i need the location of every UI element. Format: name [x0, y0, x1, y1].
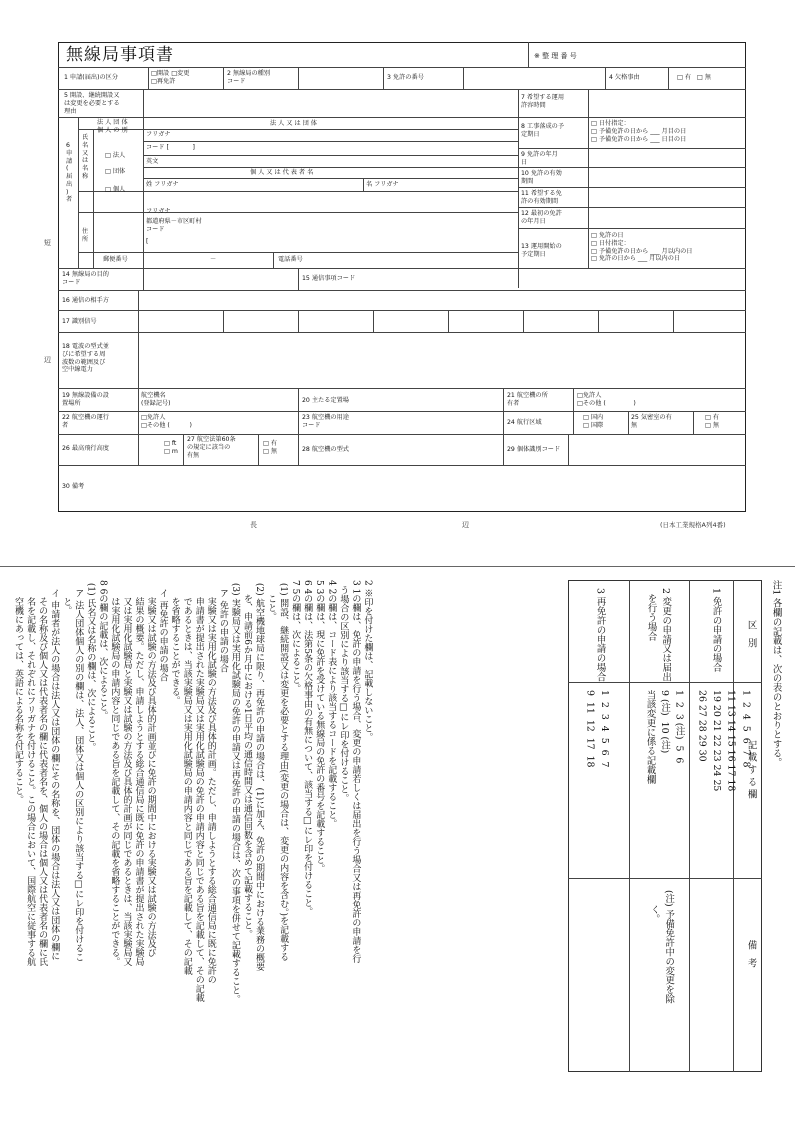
field-29-label: 29 個体識別コード: [507, 446, 561, 453]
rule: [523, 310, 524, 332]
row1-kind: 1 免許の申請の場合: [710, 588, 722, 673]
field-10-label: 10 免許の有効 期間: [521, 170, 562, 185]
field-24-options[interactable]: □ 国内 □ 国際: [583, 414, 604, 429]
rule: [528, 42, 529, 67]
rule: [143, 141, 518, 142]
rule: [223, 310, 224, 332]
rule: [383, 67, 384, 89]
rule: [58, 89, 746, 90]
rule: [78, 117, 79, 268]
field-9-label: 9 免許の年月 日: [521, 151, 558, 166]
rule: [668, 67, 669, 89]
field-18-label: 18 電波の型式並 びに希望する周 波数の範囲及び 空中線電力: [62, 343, 109, 374]
field-25-label: 25 気密室の有 無: [631, 414, 672, 429]
field-26-options[interactable]: □ ft □ m: [164, 440, 178, 455]
field-8-options[interactable]: □ 日付指定： □ 予備免許の日から ___ 月目の日 □ 予備免許の日から ___ 日目の日: [591, 120, 687, 143]
rule: [733, 580, 734, 1072]
field-23-label: 23 航空機の用途 コード: [302, 414, 349, 429]
rule: [78, 129, 518, 130]
type-label: 法 人 団 体 個 人 の 別: [97, 119, 128, 134]
rule: [463, 67, 464, 89]
field-30-label: 30 備考: [62, 483, 85, 490]
rule: [258, 434, 259, 465]
given-name-furigana-label: 名 フリガナ: [366, 181, 399, 188]
row2-remarks: (注) 予備免許中の変更を除 く。: [648, 890, 675, 1004]
rule: [588, 89, 589, 268]
field-1-label: 1 申請(届出)の区分: [64, 74, 119, 81]
rule: [78, 212, 518, 213]
field-1-options[interactable]: □開設 □変更 □再免許: [151, 70, 190, 85]
rule: [518, 187, 746, 188]
rule: [373, 310, 374, 332]
rule: [363, 178, 364, 191]
field-28-label: 28 航空機の型式: [302, 446, 349, 453]
rule: [503, 388, 504, 465]
table-header-remarks: 備 考: [745, 940, 757, 968]
field-19-aircraft-label: 航空機名 (登録記号): [141, 392, 171, 407]
field-16-label: 16 通信の相手方: [62, 297, 109, 304]
field-4-options[interactable]: □ 有 □ 無: [677, 74, 711, 81]
row2-fill: 1 2 3 (注) 5 6 9 (注) 10 (注) 当該変更に係る記載欄: [644, 690, 685, 784]
rule: [628, 411, 629, 434]
individual-checkbox[interactable]: □ 個人: [105, 186, 126, 193]
prefecture-code-label: 都道府県－市区町村 コード: [146, 218, 202, 233]
field-13-label: 13 運用開始の 予定期日: [521, 243, 562, 258]
field-22-options[interactable]: □免許人 □その他 ( ): [141, 414, 192, 429]
notes-body: 2 ※印を付けた欄は、記載しないこと。 3 1の欄は、免許の申請を行う場合、変更の申請若しくは届出を行う場合又は再免許の申請を行 う場合の区別により該当する□にレ印を付けること。 4 2の欄は、コード表により該当するコードを記載すること。 5 3の欄は、現に免許を受けている無線局の免許の番号を記載すること。 6 4の欄は、法第5条の欠格事由の有無について、該当する□にレ印を付けること。 7 5の欄は、次によること。 (1) 開設、継続開設又は変更を必要とする理由(変更の場合は、変更の内容を含む。)を記載する こと。 (2) 航空機地球局に限り、再免許の申請の場合は、(1)に加え、免許の期間中における業務の概要 を、申請前6か月中における1日平均の通信時間又は通信回数を含めて記載すること。 (3) 実験局又は実用化試験局の免許の申請又は再免許の申請の場合は、次の事項を併せて記載すること。 ア 免許の申請の場合 実験又は実用化試験の方法及び具体的計画。ただし、申請しようとする総合通信局に既に免許の 申請書が提出された実験局又は実用化試験局の免許の申請内容と同じである旨を記載して、その記載 であるときは、当該実験局又は実用化試験局の申請内容と同じである旨を記載して、その記載 を省略することができる。 イ 再免許の申請の場合 実験又は試験の方法及び具体的計画並びに免許の期間中における実験又は試験の方法及び 結果の概要。ただし、申請しようとする総合通信局に既に免許の申請書が提出された実験局 又は実用化試験局と実験又は試験の方法及び具体的計画が同じであるときは、当該実験局又 は実用化試験局の申請内容と同じである旨を記載して、その記載を省略することができる。 8 6の欄の記載は、次によること。 (1) 氏名又は名称の欄は、次によること。 ア 法人団体個人の別の欄は、法人、団体又は個人の区別により該当する□にレ印を付けるこ と。 イ 申請者が法人の場合は法人又は団体の欄にその名称を、団体の場合は法人又は団体の欄に その名称及び個人又は代表者名の欄に代表者名を、個人の場合は個人又は代表者名の欄に氏 名を記載し、それぞれにフリガナを付けること。この場合において、国際航空に従事する航 空機にあっては、英語による名称を付記すること。: [13, 580, 373, 1004]
group-checkbox[interactable]: □ 団体: [105, 168, 126, 175]
application-form: [58, 42, 746, 512]
field-11-label: 11 希望する免 許の有効期間: [521, 190, 562, 205]
rule: [273, 252, 274, 268]
rule: [143, 178, 518, 179]
field-20-label: 20 主たる定置場: [302, 397, 349, 404]
table-header-kind: 区 別: [745, 620, 757, 648]
rule: [573, 388, 574, 434]
rule: [58, 332, 746, 333]
field-3-label: 3 免許の番号: [387, 74, 424, 81]
row3-kind: 3 再免許の申請の場合: [594, 588, 606, 682]
rule: [143, 167, 518, 168]
rule: [518, 228, 746, 229]
rule: [143, 89, 144, 290]
jis-standard-label: (日本工業規格A列4番): [660, 521, 726, 529]
rule: [148, 67, 149, 89]
field-6-name-label: 氏 名 又 は 名 称: [82, 134, 89, 180]
field-6-label: 6 申 請 ( 届 出 ) 者: [66, 142, 73, 204]
phone-label: 電話番号: [278, 256, 303, 263]
field-25-options[interactable]: □ 有 □ 無: [705, 414, 720, 429]
field-5-label: 5 開設、継続開設又 は変更を必要とする 理由: [64, 92, 120, 115]
rule: [58, 434, 746, 435]
rule: [58, 268, 746, 269]
field-17-label: 17 識別信号: [62, 318, 97, 325]
rule: [568, 434, 569, 465]
rule: [58, 465, 746, 466]
rule: [518, 207, 746, 208]
rule: [78, 252, 518, 253]
rule: [143, 155, 518, 156]
english-label: 英文: [146, 158, 159, 165]
rule: [518, 89, 519, 288]
field-8-label: 8 工事落成の予 定期日: [521, 123, 565, 138]
corporation-checkbox[interactable]: □ 法人: [105, 152, 126, 159]
rule: [518, 117, 746, 118]
rule: [138, 290, 139, 466]
rule: [673, 310, 674, 332]
page-divider: [0, 566, 795, 567]
rule: [598, 310, 599, 332]
surname-furigana-label: 姓 フリガナ: [146, 181, 179, 188]
rule: [568, 878, 762, 879]
address-furigana-label: フリガナ: [146, 208, 171, 215]
individual-label: 個 人 又 は 代 表 者 名: [250, 169, 314, 176]
field-24-label: 24 航行区域: [507, 419, 542, 426]
field-26-label: 26 最高飛行高度: [62, 445, 109, 452]
margin-mark-short: 短: [44, 239, 51, 247]
rule: [298, 67, 299, 89]
table-header-fill: 記 載 す る 欄: [745, 740, 757, 799]
field-4-label: 4 欠格事由: [609, 74, 640, 81]
rule: [448, 310, 449, 332]
field-21-options[interactable]: □免許人 □その他 ( ): [577, 392, 636, 407]
rule: [78, 191, 518, 192]
field-7-label: 7 希望する運用 許容時間: [521, 94, 565, 109]
row3-fill: 1 2 3 4 5 6 7 9 11 12 17 18: [584, 690, 611, 768]
field-6-address-label: 住 所: [82, 228, 89, 243]
row2-kind: 2 変更の申請又は届出 を行う場合: [645, 588, 672, 682]
notes-heading: 注1 各欄の記載は、次の表のとおりとする。: [770, 580, 782, 768]
field-2-label: 2 無線局の種別 コード: [227, 70, 271, 85]
rule: [58, 290, 746, 291]
rule: [223, 67, 224, 89]
field-13-options[interactable]: □ 免許の日 □ 日付指定： □ 予備免許の日から ___ 月以内の日 □ 免許の日から ___ 月以内の日: [591, 232, 693, 263]
field-27-label: 27 航空法第60条 の規定に該当の 有無: [187, 436, 236, 459]
field-19-label: 19 無線設備の設 置場所: [62, 392, 109, 407]
rule: [58, 411, 746, 412]
postal-code-label: 郵便番号: [103, 256, 128, 263]
rule: [605, 67, 606, 89]
margin-mark-long: 長: [250, 521, 257, 529]
margin-mark-side-bottom: 辺: [462, 521, 469, 529]
field-15-label: 15 通信事項コード: [302, 275, 356, 282]
postal-dash: －: [210, 256, 217, 263]
field-14-label: 14 無線局の目的 コード: [62, 271, 109, 286]
rule: [518, 167, 746, 168]
rule: [568, 682, 762, 683]
corporation-label: 法 人 又 は 団 体: [270, 120, 317, 127]
rule: [693, 411, 694, 434]
field-21-label: 21 航空機の所 有者: [507, 392, 548, 407]
bracket: [: [146, 238, 149, 245]
code-label: コード [ ]: [146, 144, 195, 151]
rule: [518, 148, 746, 149]
form-title: 無線局事項書: [66, 45, 174, 65]
furigana-label: フリガナ: [146, 131, 171, 138]
row1-fill: 1 2 4 5 6 7 8 11 13 14 15 16 17 18 19 20 21 22 23 24 25 26 27 28 29 30: [696, 690, 752, 792]
rule: [298, 268, 299, 290]
rule: [58, 67, 746, 68]
rule: [298, 388, 299, 465]
registration-number-label: ※ 整 理 番 号: [534, 52, 577, 60]
rule: [183, 434, 184, 465]
field-12-label: 12 最初の免許 の年月日: [521, 210, 562, 225]
rule: [629, 580, 630, 1072]
field-22-label: 22 航空機の運行 者: [62, 414, 109, 429]
margin-mark-side: 辺: [44, 356, 51, 364]
rule: [93, 129, 94, 268]
rule: [298, 310, 299, 332]
rule: [689, 580, 690, 1072]
field-27-options[interactable]: □ 有 □ 無: [263, 440, 278, 455]
rule: [58, 310, 746, 311]
rule: [58, 388, 746, 389]
